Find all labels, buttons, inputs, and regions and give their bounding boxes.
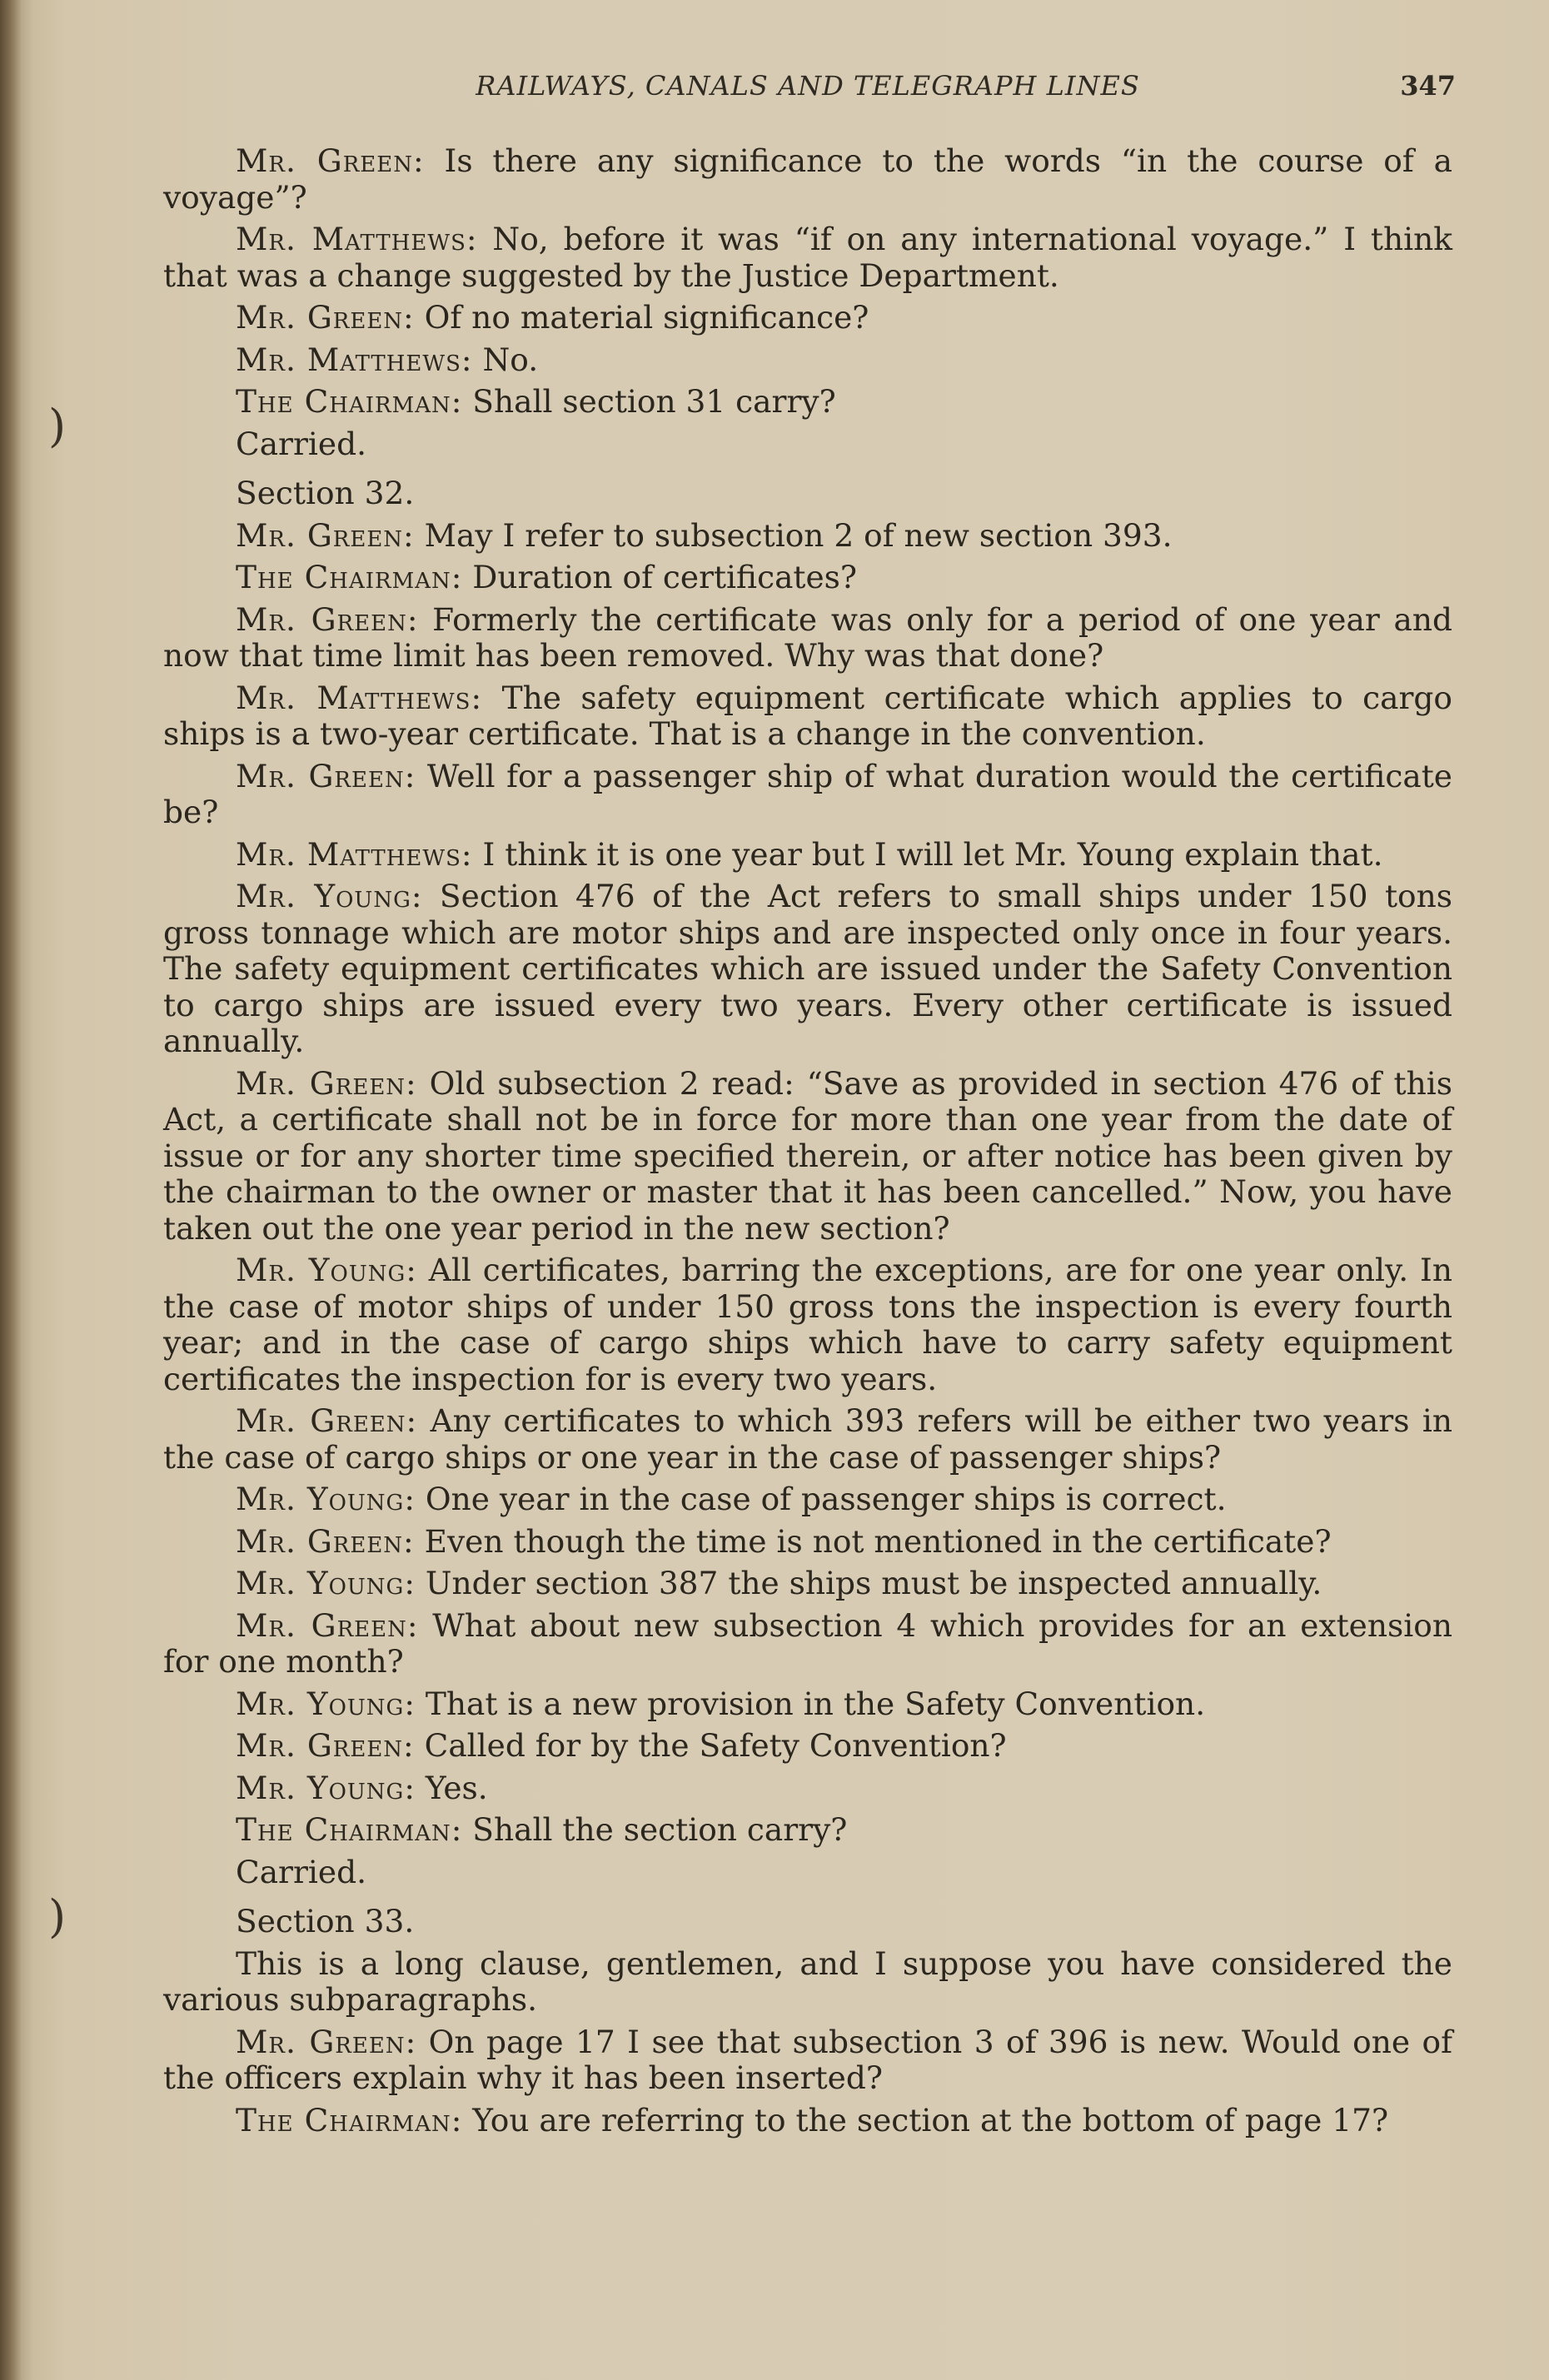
speaker-name: Mr. Young: xyxy=(236,1769,416,1806)
paragraph-text: This is a long clause, gentlemen, and I suppose you have considered the various subparagraphs. xyxy=(163,1944,1452,2018)
paragraph-text: May I refer to subsection 2 of new section 393. xyxy=(414,516,1173,554)
speaker-name: Mr. Young: xyxy=(236,1481,416,1517)
paragraph-text: Any certificates to which 393 refers will be either two years in the case of cargo ships or one year in the case of passenger ships? xyxy=(163,1402,1452,1476)
paragraph xyxy=(163,560,1452,596)
paragraph xyxy=(163,759,1452,831)
page-header xyxy=(0,70,1549,112)
paragraph-text: Duration of certificates? xyxy=(462,559,858,595)
paragraph-text: No. xyxy=(472,341,539,378)
speaker-name: Mr. Young: xyxy=(236,1565,416,1601)
paragraph xyxy=(163,1066,1452,1247)
speaker-name: Mr. Green: xyxy=(236,142,425,179)
paragraph-text: Section 32. xyxy=(236,475,415,511)
paragraph xyxy=(163,1728,1452,1765)
transcript-body xyxy=(163,143,1452,2144)
paragraph xyxy=(163,1524,1452,1561)
paragraph-text: Carried. xyxy=(236,425,367,462)
paragraph-text: Is there any significance to the words “in the course of a voyage”? xyxy=(163,142,1452,216)
paragraph-text: Section 476 of the Act refers to small ships under 150 tons gross tonnage which are motor ships and are inspected only once in four years. The safety equipment certificates which are issued under the Safety Convention to cargo ships are issued every two years. Every other certificate is issued annually. xyxy=(163,878,1453,1059)
paragraph xyxy=(163,300,1452,336)
paragraph xyxy=(163,1812,1452,1849)
paragraph-text: Even though the time is not mentioned in the certificate? xyxy=(414,1522,1332,1560)
paragraph-text: That is a new provision in the Safety Convention. xyxy=(415,1685,1206,1722)
paragraph xyxy=(163,1608,1452,1680)
paragraph-text: Of no material significance? xyxy=(414,299,869,336)
speaker-name: Mr. Matthews: xyxy=(236,341,473,378)
paragraph-text: Formerly the certificate was only for a period of one year and now that time limit has been removed. Why was that done? xyxy=(163,600,1452,674)
paragraph xyxy=(163,222,1452,294)
speaker-name: Mr. Young: xyxy=(236,1685,416,1722)
paragraph-text: Section 33. xyxy=(236,1903,415,1939)
speaker-name: The Chairman: xyxy=(236,2101,463,2139)
paragraph-text: One year in the case of passenger ships is correct. xyxy=(415,1481,1227,1517)
speaker-name: Mr. Young: xyxy=(236,1252,417,1288)
paragraph-text: Under section 387 the ships must be inspected annually. xyxy=(415,1565,1322,1601)
paragraph xyxy=(163,1686,1452,1723)
paragraph-text: No, before it was “if on any international voyage.” I think that was a change suggested by the Justice Department. xyxy=(163,221,1452,294)
speaker-name: Mr. Matthews: xyxy=(236,221,478,257)
section-heading xyxy=(163,476,1452,512)
paragraph xyxy=(163,1946,1452,2019)
paragraph xyxy=(163,384,1452,421)
paragraph xyxy=(163,1770,1452,1807)
binding-mark: ) xyxy=(48,400,67,452)
paragraph-text: Shall section 31 carry? xyxy=(462,383,836,420)
paragraph-text: On page 17 I see that subsection 3 of 396 is new. Would one of the officers explain why it has been inserted? xyxy=(163,2023,1452,2096)
section-heading xyxy=(163,1904,1452,1940)
speaker-name: Mr. Green: xyxy=(236,299,415,336)
speaker-name: Mr. Green: xyxy=(236,600,419,638)
speaker-name: The Chairman: xyxy=(236,559,463,595)
paragraph xyxy=(163,2103,1452,2139)
paragraph-text: Yes. xyxy=(415,1769,488,1806)
running-title: RAILWAYS, CANALS AND TELEGRAPH LINES xyxy=(476,70,1140,102)
paragraph xyxy=(163,143,1452,216)
speaker-name: The Chairman: xyxy=(236,383,463,420)
speaker-name: Mr. Green: xyxy=(236,1522,415,1560)
speaker-name: Mr. Matthews: xyxy=(236,835,473,873)
paragraph xyxy=(163,1855,1452,1891)
paragraph xyxy=(163,879,1452,1060)
paragraph xyxy=(163,1403,1452,1476)
paragraph-text: I think it is one year but I will let Mr. Young explain that. xyxy=(472,835,1383,873)
paragraph xyxy=(163,342,1452,379)
paragraph-text: Old subsection 2 read: “Save as provided in section 476 of this Act, a certificate shall not be in force for more than one year from the date of issue or for any shorter time specified therein, or after notice has been given by the chairman to the owner or master that it has been cancelled.” Now, you have taken out the one year period in the new section? xyxy=(163,1064,1452,1247)
page-number: 347 xyxy=(1400,70,1456,102)
paragraph-text: Carried. xyxy=(236,1853,367,1890)
paragraph-text: All certificates, barring the exceptions, are for one year only. In the case of motor ships of under 150 gross tons the inspection is every fourth year; and in the case of cargo ships which have to carry safety equipment certificates the inspection for is every two years. xyxy=(163,1252,1453,1397)
paragraph-text: You are referring to the section at the bottom of page 17? xyxy=(462,2101,1389,2139)
paragraph-text: The safety equipment certificate which applies to cargo ships is a two-year certificate. That is a change in the convention. xyxy=(163,679,1452,752)
paragraph xyxy=(163,2024,1452,2097)
speaker-name: Mr. Green: xyxy=(236,1606,419,1644)
paragraph xyxy=(163,1566,1452,1602)
paragraph xyxy=(163,602,1452,675)
speaker-name: Mr. Green: xyxy=(236,516,415,554)
speaker-name: The Chairman: xyxy=(236,1811,463,1848)
paragraph xyxy=(163,426,1452,463)
paragraph-text: What about new subsection 4 which provides for an extension for one month? xyxy=(163,1606,1452,1680)
speaker-name: Mr. Green: xyxy=(236,1064,417,1102)
paragraph xyxy=(163,1252,1452,1397)
paragraph xyxy=(163,518,1452,555)
binding-mark: ) xyxy=(48,1890,67,1943)
paragraph xyxy=(163,1481,1452,1518)
paragraph-text: Well for a passenger ship of what duration would the certificate be? xyxy=(163,757,1452,830)
paragraph xyxy=(163,837,1452,874)
speaker-name: Mr. Matthews: xyxy=(236,679,483,716)
paragraph-text: Called for by the Safety Convention? xyxy=(414,1727,1007,1764)
speaker-name: Mr. Green: xyxy=(236,1727,415,1764)
speaker-name: Mr. Green: xyxy=(236,1402,418,1439)
speaker-name: Mr. Green: xyxy=(236,757,416,794)
paragraph-text: Shall the section carry? xyxy=(462,1811,848,1848)
paragraph xyxy=(163,680,1452,753)
speaker-name: Mr. Green: xyxy=(236,2023,417,2060)
speaker-name: Mr. Young: xyxy=(236,878,423,914)
